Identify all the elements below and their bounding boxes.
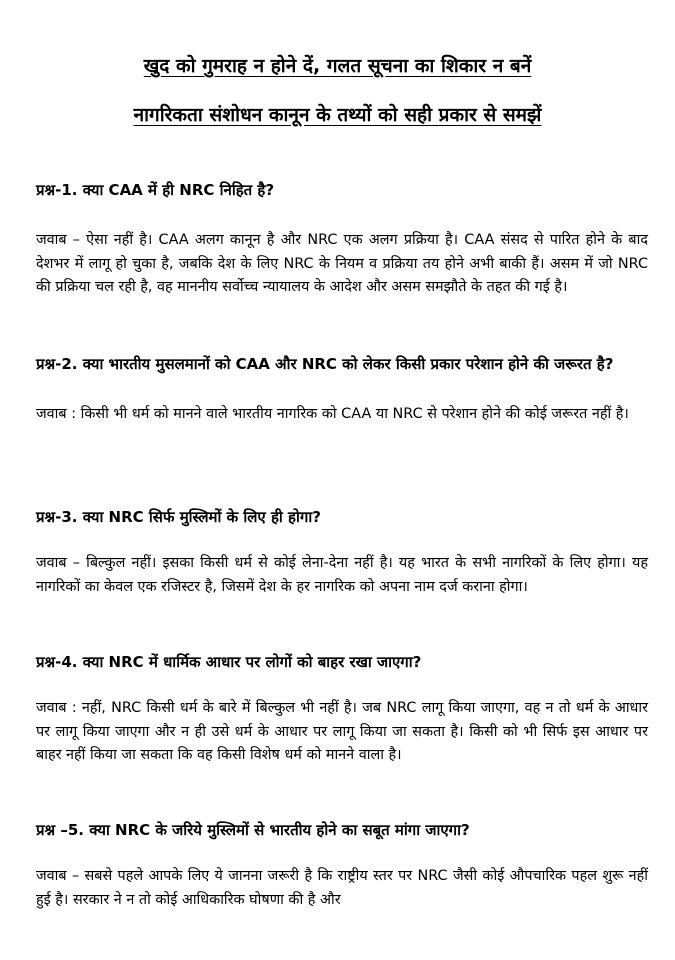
document-title: खुद को गुमराह न होने दें, गलत सूचना का शिकार न बनें	[143, 55, 532, 77]
document-subtitle: नागरिकता संशोधन कानून के तथ्यों को सही प्रकार से समझें	[133, 104, 542, 126]
question-2: प्रश्न-2. क्या भारतीय मुसलमानों को CAA और NRC को लेकर किसी प्रकार परेशान होने की जरूरत है?	[36, 355, 614, 373]
answer-2: जवाब : किसी भी धर्म को मानने वाले भारतीय नागरिक को CAA या NRC से परेशान होने की कोई जरूरत नहीं है।	[36, 406, 629, 422]
question-3: प्रश्न-3. क्या NRC सिर्फ मुस्लिमों के लिए ही होगा?	[36, 508, 321, 526]
answer-3: जवाब – बिल्कुल नहीं। इसका किसी धर्म से कोई लेना-देना नहीं है। यह भारत के सभी नागरिकों के लिए होगा। यह नागरिकों का केवल एक रजिस्टर है, जिसमें देश के हर नागरिक को अपना नाम दर्ज कराना होगा।	[36, 555, 648, 595]
qa-block-4	[36, 650, 648, 768]
answer-5: जवाब – सबसे पहले आपके लिए ये जानना जरूरी है कि राष्ट्रीय स्तर पर NRC जैसी कोई औपचारिक पहल शुरू नहीं हुई है। सरकार ने न तो कोई आधिकारिक घोषणा की है और	[36, 868, 648, 908]
qa-block-3	[36, 505, 648, 599]
qa-block-2	[36, 352, 648, 427]
answer-4: जवाब : नहीं, NRC किसी धर्म के बारे में बिल्कुल भी नहीं है। जब NRC लागू किया जाएगा, वह न तो धर्म के आधार पर लागू किया जाएगा और न ही उसे धर्म के आधार पर लागू किया जा सकता है। किसी को भी सिर्फ इस आधार पर बाहर नहीं किया जा सकता कि वह किसी विशेष धर्म को मानने वाला है।	[36, 700, 648, 763]
question-1: प्रश्न-1. क्या CAA में ही NRC निहित है?	[36, 181, 275, 199]
answer-1: जवाब – ऐसा नहीं है। CAA अलग कानून है और NRC एक अलग प्रक्रिया है। CAA संसद से पारित होने के बाद देशभर में लागू हो चुका है, जबकि देश के लिए NRC के नियम व प्रक्रिया तय होने अभी बाकी हैं। असम में जो NRC की प्रक्रिया चल रही है, वह माननीय सर्वोच्च न्यायालय के आदेश और असम समझौते के तहत की गई है।	[36, 232, 648, 295]
question-5: प्रश्न –5. क्या NRC के जरिये मुस्लिमों से भारतीय होने का सबूत मांगा जाएगा?	[36, 821, 470, 839]
qa-block-1	[36, 178, 648, 300]
question-4: प्रश्न-4. क्या NRC में धार्मिक आधार पर लोगों को बाहर रखा जाएगा?	[36, 653, 422, 671]
qa-block-5	[36, 818, 648, 912]
